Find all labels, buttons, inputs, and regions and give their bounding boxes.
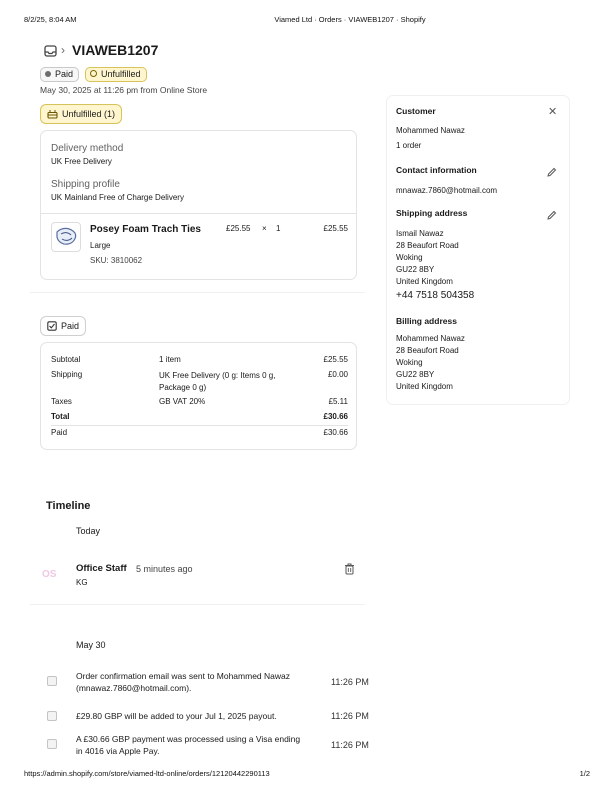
paid-badge-label: Paid (55, 69, 74, 79)
timeline-divider (30, 604, 365, 605)
subtotal-amount: £25.55 (323, 355, 348, 364)
divider (51, 425, 348, 426)
print-datetime: 8/2/25, 8:04 AM (24, 15, 77, 24)
event-marker (47, 676, 57, 686)
print-url: https://admin.shopify.com/store/viamed-ltd-online/orders/12120442290113 (24, 769, 270, 778)
comment-author: Office Staff (76, 563, 127, 574)
contact-header: Contact information (396, 165, 477, 175)
total-label: Total (51, 412, 70, 421)
edit-shipping-icon[interactable] (546, 208, 557, 219)
paid-status-badge (40, 67, 79, 82)
paid-dot-icon (45, 71, 51, 77)
print-page-title: Viamed Ltd · Orders · VIAWEB1207 · Shopify (274, 15, 426, 24)
shipping-label: Shipping (51, 370, 83, 379)
comment-text: KG (76, 578, 88, 587)
paid-header-badge (40, 316, 86, 336)
shipping-profile-value: UK Mainland Free of Charge Delivery (51, 193, 184, 202)
unfulfilled-header-label: Unfulfilled (1) (62, 109, 116, 119)
inbox-icon[interactable] (44, 44, 57, 56)
timeline-date-label: May 30 (76, 640, 106, 650)
unfulfilled-header-badge (40, 104, 122, 124)
taxes-label: Taxes (51, 397, 72, 406)
product-unit-price: £25.55 (226, 224, 251, 233)
shipping-line: Ismail Nawaz (396, 229, 444, 238)
delivery-method-value: UK Free Delivery (51, 157, 112, 166)
total-amount: £30.66 (323, 412, 348, 421)
divider (41, 213, 356, 214)
close-icon[interactable]: ✕ (548, 106, 558, 118)
unfulfilled-badge-label: Unfulfilled (101, 69, 141, 79)
shipping-desc: UK Free Delivery (0 g: Items 0 g, Package 0 g) (159, 371, 276, 392)
event-time: 11:26 PM (331, 740, 369, 750)
taxes-amount: £5.11 (328, 397, 348, 406)
product-sku: SKU: 3810062 (90, 256, 143, 265)
billing-line: Woking (396, 358, 423, 367)
shipping-profile-label: Shipping profile (51, 179, 120, 190)
customer-phone: +44 7518 504358 (396, 290, 475, 301)
breadcrumb-chevron-icon: › (61, 43, 65, 57)
shipping-line: 28 Beaufort Road (396, 241, 459, 250)
comment-time: 5 minutes ago (136, 564, 193, 574)
unfulfilled-ring-icon (90, 70, 97, 77)
billing-line: 28 Beaufort Road (396, 346, 459, 355)
timeline-title: Timeline (46, 500, 91, 512)
customer-orders-link[interactable]: 1 order (396, 141, 422, 150)
shipping-line: United Kingdom (396, 277, 453, 286)
timeline-event: £29.80 GBP will be added to your Jul 1, 2025 payout. (76, 711, 277, 721)
fulfillment-card (40, 130, 357, 280)
page-title: VIAWEB1207 (72, 42, 159, 58)
timeline-event: Order confirmation email was sent to Mohammed Nawaz (mnawaz.7860@hotmail.com). (76, 671, 290, 693)
event-time: 11:26 PM (331, 677, 369, 687)
customer-name-link[interactable]: Mohammed Nawaz (396, 126, 465, 135)
times-sign: × (262, 224, 267, 233)
shipping-line: GU22 8BY (396, 265, 435, 274)
product-name-link[interactable]: Posey Foam Trach Ties (90, 224, 201, 235)
billing-line: GU22 8BY (396, 370, 435, 379)
billing-line: Mohammed Nawaz (396, 334, 465, 343)
shipping-line: Woking (396, 253, 423, 262)
product-variant: Large (90, 241, 111, 250)
billing-address-header: Billing address (396, 316, 457, 326)
product-line-total: £25.55 (323, 224, 348, 233)
timeline-event: A £30.66 GBP payment was processed using a Visa ending in 4016 via Apple Pay. (76, 734, 301, 756)
subtotal-label: Subtotal (51, 355, 81, 364)
event-marker (47, 739, 57, 749)
event-time: 11:26 PM (331, 711, 369, 721)
event-marker (47, 711, 57, 721)
delivery-method-label: Delivery method (51, 143, 124, 154)
subtotal-desc: 1 item (159, 355, 181, 364)
edit-contact-icon[interactable] (546, 165, 557, 176)
order-placed-text: May 30, 2025 at 11:26 pm from Online Store (40, 85, 208, 95)
customer-email-link[interactable]: mnawaz.7860@hotmail.com (396, 186, 498, 195)
checkbox-paid-icon (47, 319, 57, 337)
customer-header: Customer (396, 106, 436, 116)
shipping-address-header: Shipping address (396, 208, 468, 218)
trash-icon[interactable] (344, 562, 355, 574)
staff-avatar: OS (42, 569, 57, 580)
section-divider (30, 292, 365, 293)
taxes-desc: GB VAT 20% (159, 397, 206, 406)
shipping-amount: £0.00 (327, 370, 348, 379)
print-page-number: 1/2 (579, 769, 590, 778)
paid-header-label: Paid (61, 321, 80, 331)
product-qty: 1 (276, 224, 281, 233)
billing-line: United Kingdom (396, 382, 453, 391)
package-icon (47, 107, 58, 125)
product-thumbnail[interactable] (51, 222, 81, 252)
payment-card (40, 342, 357, 450)
timeline-today-label: Today (76, 526, 101, 536)
paid-amount: £30.66 (323, 428, 348, 437)
unfulfilled-status-badge (85, 67, 147, 82)
paid-label: Paid (51, 428, 68, 437)
